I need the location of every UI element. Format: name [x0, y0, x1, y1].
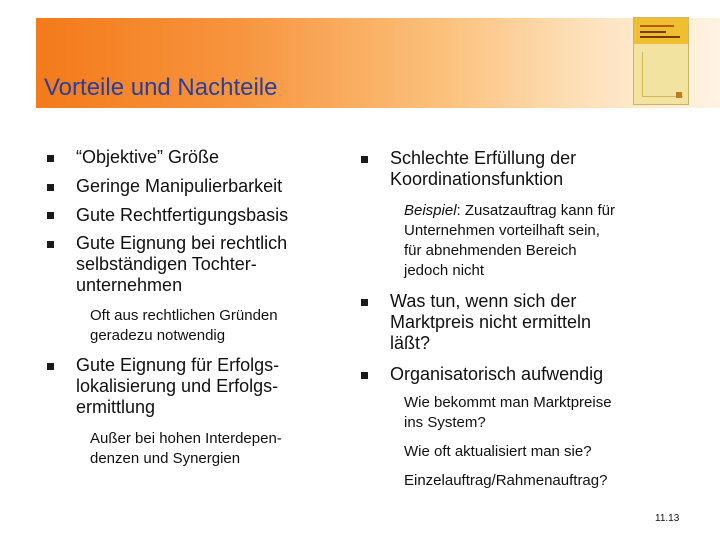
example-block: Beispiel: Zusatzauftrag kann für Unternehmen vorteilhaft sein, für abnehmenden Bereich jedoch nicht	[404, 202, 615, 279]
bullet-marker	[361, 372, 368, 379]
bullet-marker	[47, 363, 54, 370]
bullet-justification-basis: Gute Rechtfertigungsbasis	[76, 205, 289, 225]
note-legal-reasons: Oft aus rechtlichen Gründen geradezu notwendig	[90, 307, 278, 344]
note-interdependencies: Außer bei hohen Interdepen- denzen und Synergien	[90, 430, 282, 467]
page-number: 11.13	[655, 513, 680, 524]
bullet-marker	[47, 155, 54, 162]
bullet-marker	[47, 212, 54, 219]
question-update-frequency: Wie oft aktualisiert man sie?	[404, 443, 592, 460]
question-market-prices: Wie bekommt man Marktpreise ins System?	[404, 394, 612, 431]
book-cover-image	[633, 17, 689, 105]
bullet-low-manipulability: Geringe Manipulierbarkeit	[76, 176, 283, 196]
bullet-profit-localization: Gute Eignung für Erfolgs- lokalisierung und Erfolgs- ermittlung	[76, 355, 280, 417]
bullet-marker	[361, 299, 368, 306]
bullet-market-price-question: Was tun, wenn sich der Marktpreis nicht ermitteln läßt?	[390, 291, 592, 353]
bullet-poor-coordination: Schlechte Erfüllung der Koordinationsfunktion	[390, 148, 577, 189]
example-label: Beispiel	[404, 202, 457, 219]
bullet-legal-subsidiaries: Gute Eignung bei rechtlich selbständigen Tochter- unternehmen	[76, 233, 288, 295]
bullet-marker	[47, 184, 54, 191]
bullet-objective-size: “Objektive” Größe	[76, 147, 220, 167]
bullet-marker	[47, 241, 54, 248]
bullet-organizational-effort: Organisatorisch aufwendig	[390, 364, 604, 384]
slide-title: Vorteile und Nachteile	[44, 74, 278, 101]
bullet-marker	[361, 156, 368, 163]
question-order-type: Einzelauftrag/Rahmenauftrag?	[404, 472, 608, 489]
